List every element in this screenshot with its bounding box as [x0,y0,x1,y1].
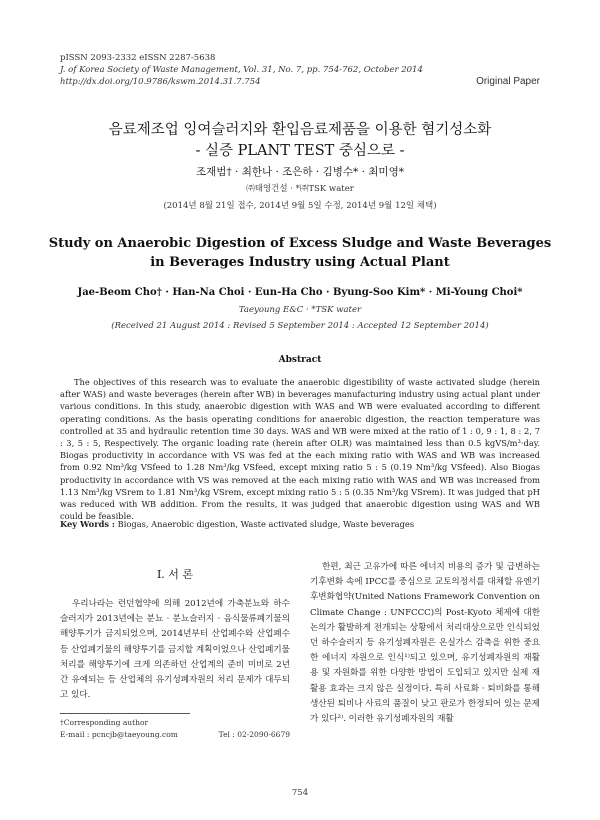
page-number: 754 [291,788,309,798]
english-affiliation: Taeyoung E&C · *TSK water [238,305,362,315]
keywords-text: Biogas, Anaerobic digestion, Waste activated sludge, Waste beverages [117,519,415,529]
korean-authors: 조재범† · 최한나 · 조은하 · 김병수* · 최미영* [196,166,404,178]
contact-line [60,730,290,739]
english-authors: Jae-Beom Cho† · Han-Na Choi · Eun-Ha Cho · Byung-Soo Kim* · Mi-Young Choi* [77,287,523,298]
email-text: E-mail : pcncjb@taeyoung.com [60,730,178,739]
english-title-line2: in Beverages Industry using Actual Plant [150,255,450,270]
corresponding-author-note: †Corresponding author [60,718,149,727]
english-title-line1: Study on Anaerobic Digestion of Excess Sludge and Waste Beverages [48,236,552,251]
tel-text: Tel : 02-2090-6679 [218,730,290,739]
korean-title-line1: 음료제조업 잉여슬러지와 환입음료제품을 이용한 혐기성소화 [108,122,492,138]
korean-title-line2: - 실증 PLANT TEST 중심으로 - [195,143,405,159]
paper-type-label: Original Paper [476,76,540,87]
citation-line: J. of Korea Society of Waste Management, Vol. 31, No. 7, pp. 754-762, October 2014 [60,65,423,75]
journal-header [60,52,423,88]
keywords-label: Key Words : [60,519,115,529]
footnote-divider [60,713,190,714]
english-dates: (Received 21 August 2014 : Revised 5 September 2014 : Accepted 12 September 2014) [111,321,489,331]
abstract-heading: Abstract [278,355,322,365]
doi-link[interactable]: http://dx.doi.org/10.9786/kswm.2014.31.7.754 [60,77,261,87]
intro-left-column: 우리나라는 런던협약에 의해 2012년에 가축분뇨와 하수슬러지가 2013년에는 분뇨 · 분뇨슬러지 · 음식물류폐기물의 해양투기가 금지되었으며, 2014년부터 산업폐수와 산업폐수 등 산업폐기물의 해양투기를 금지할 계획이었으나 산업폐기물 처리를 해양투기에 크게 의존하던 산업계의 준비 미비로 2년간 유예되는 등 산업체의 유기성폐자원의 처리 문제가 대두되고 있다. [60,599,290,701]
section-heading-introduction: I. 서 론 [156,568,194,581]
keywords [60,519,540,529]
english-title [0,234,600,272]
korean-dates: (2014년 8월 21일 접수, 2014년 9월 5일 수정, 2014년 9월 12일 채택) [163,201,437,211]
korean-affiliation: ㈜태영건설 · *㈜TSK water [246,184,354,194]
korean-title [0,120,600,162]
abstract-body: The objectives of this research was to evaluate the anaerobic digestibility of waste activated sludge (herein after WAS) and waste beverages (herein after WB) in beverages manufacturing industry using actual plant under various conditions. In this study, anaerobic digestion with WAS and WB were evaluated according to different operating conditions. As the basis operating conditions for anaerobic digestion, the reaction temperature was controlled at 35 and hydraulic retention time 30 days. WAS and WB were mixed at the ratio of 1 : 0, 9 : 1, 8 : 2, 7 : 3, 5 : 5, Respectively. The organic loading rate (herein after OLR) was maintained less than 0.5 kgVS/m³·day. Biogas productivity in accordance with VS was fed at the each mixing ratio with WAS and WB was increased from 0.92 Nm³/kg VSfeed to 1.28 Nm³/kg VSfeed, except mixing ratio 5 : 5 (0.19 Nm³/kg VSfeed). Also Biogas productivity in accordance with VS was removed at the each mixing ratio with WAS and WB was increased from 1.13 Nm³/kg VSrem to 1.81 Nm³/kg VSrem, except mixing ratio 5 : 5 (0.35 Nm³/kg VSrem). It was judged that pH was reduced with WB addition. From the results, it was judged that anaerobic digestion using WAS and WB could be feasible. [60,377,540,522]
issn-line: pISSN 2093-2332 eISSN 2287-5638 [60,53,216,63]
intro-right-column: 한편, 최근 고유가에 따른 에너지 비용의 증가 및 급변하는 기후변화 속에 IPCC를 중심으로 교토의정서를 대체할 유엔기후변화협약(United Nations Framework Convention on Climate Change : UNFCCC)의 Post-Kyoto 체제에 대한 논의가 활발하게 전개되는 상황에서 처리대상으로만 인식되었던 하수슬러지 등 유기성폐자원은 온실가스 감축을 위한 중요한 에너지 자원으로 인식¹⁾되고 있으며, 유기성폐자원의 재활용 및 자원화를 위한 다양한 방법이 도입되고 있지만 실제 재활용 효과는 크지 않은 실정이다. 특히 사료화 · 퇴비화를 통해 생산된 퇴비나 사료의 품질이 낮고 판로가 한정되어 있는 문제가 있다²⁾. 이러한 유기성폐자원의 재활 [310,562,540,725]
